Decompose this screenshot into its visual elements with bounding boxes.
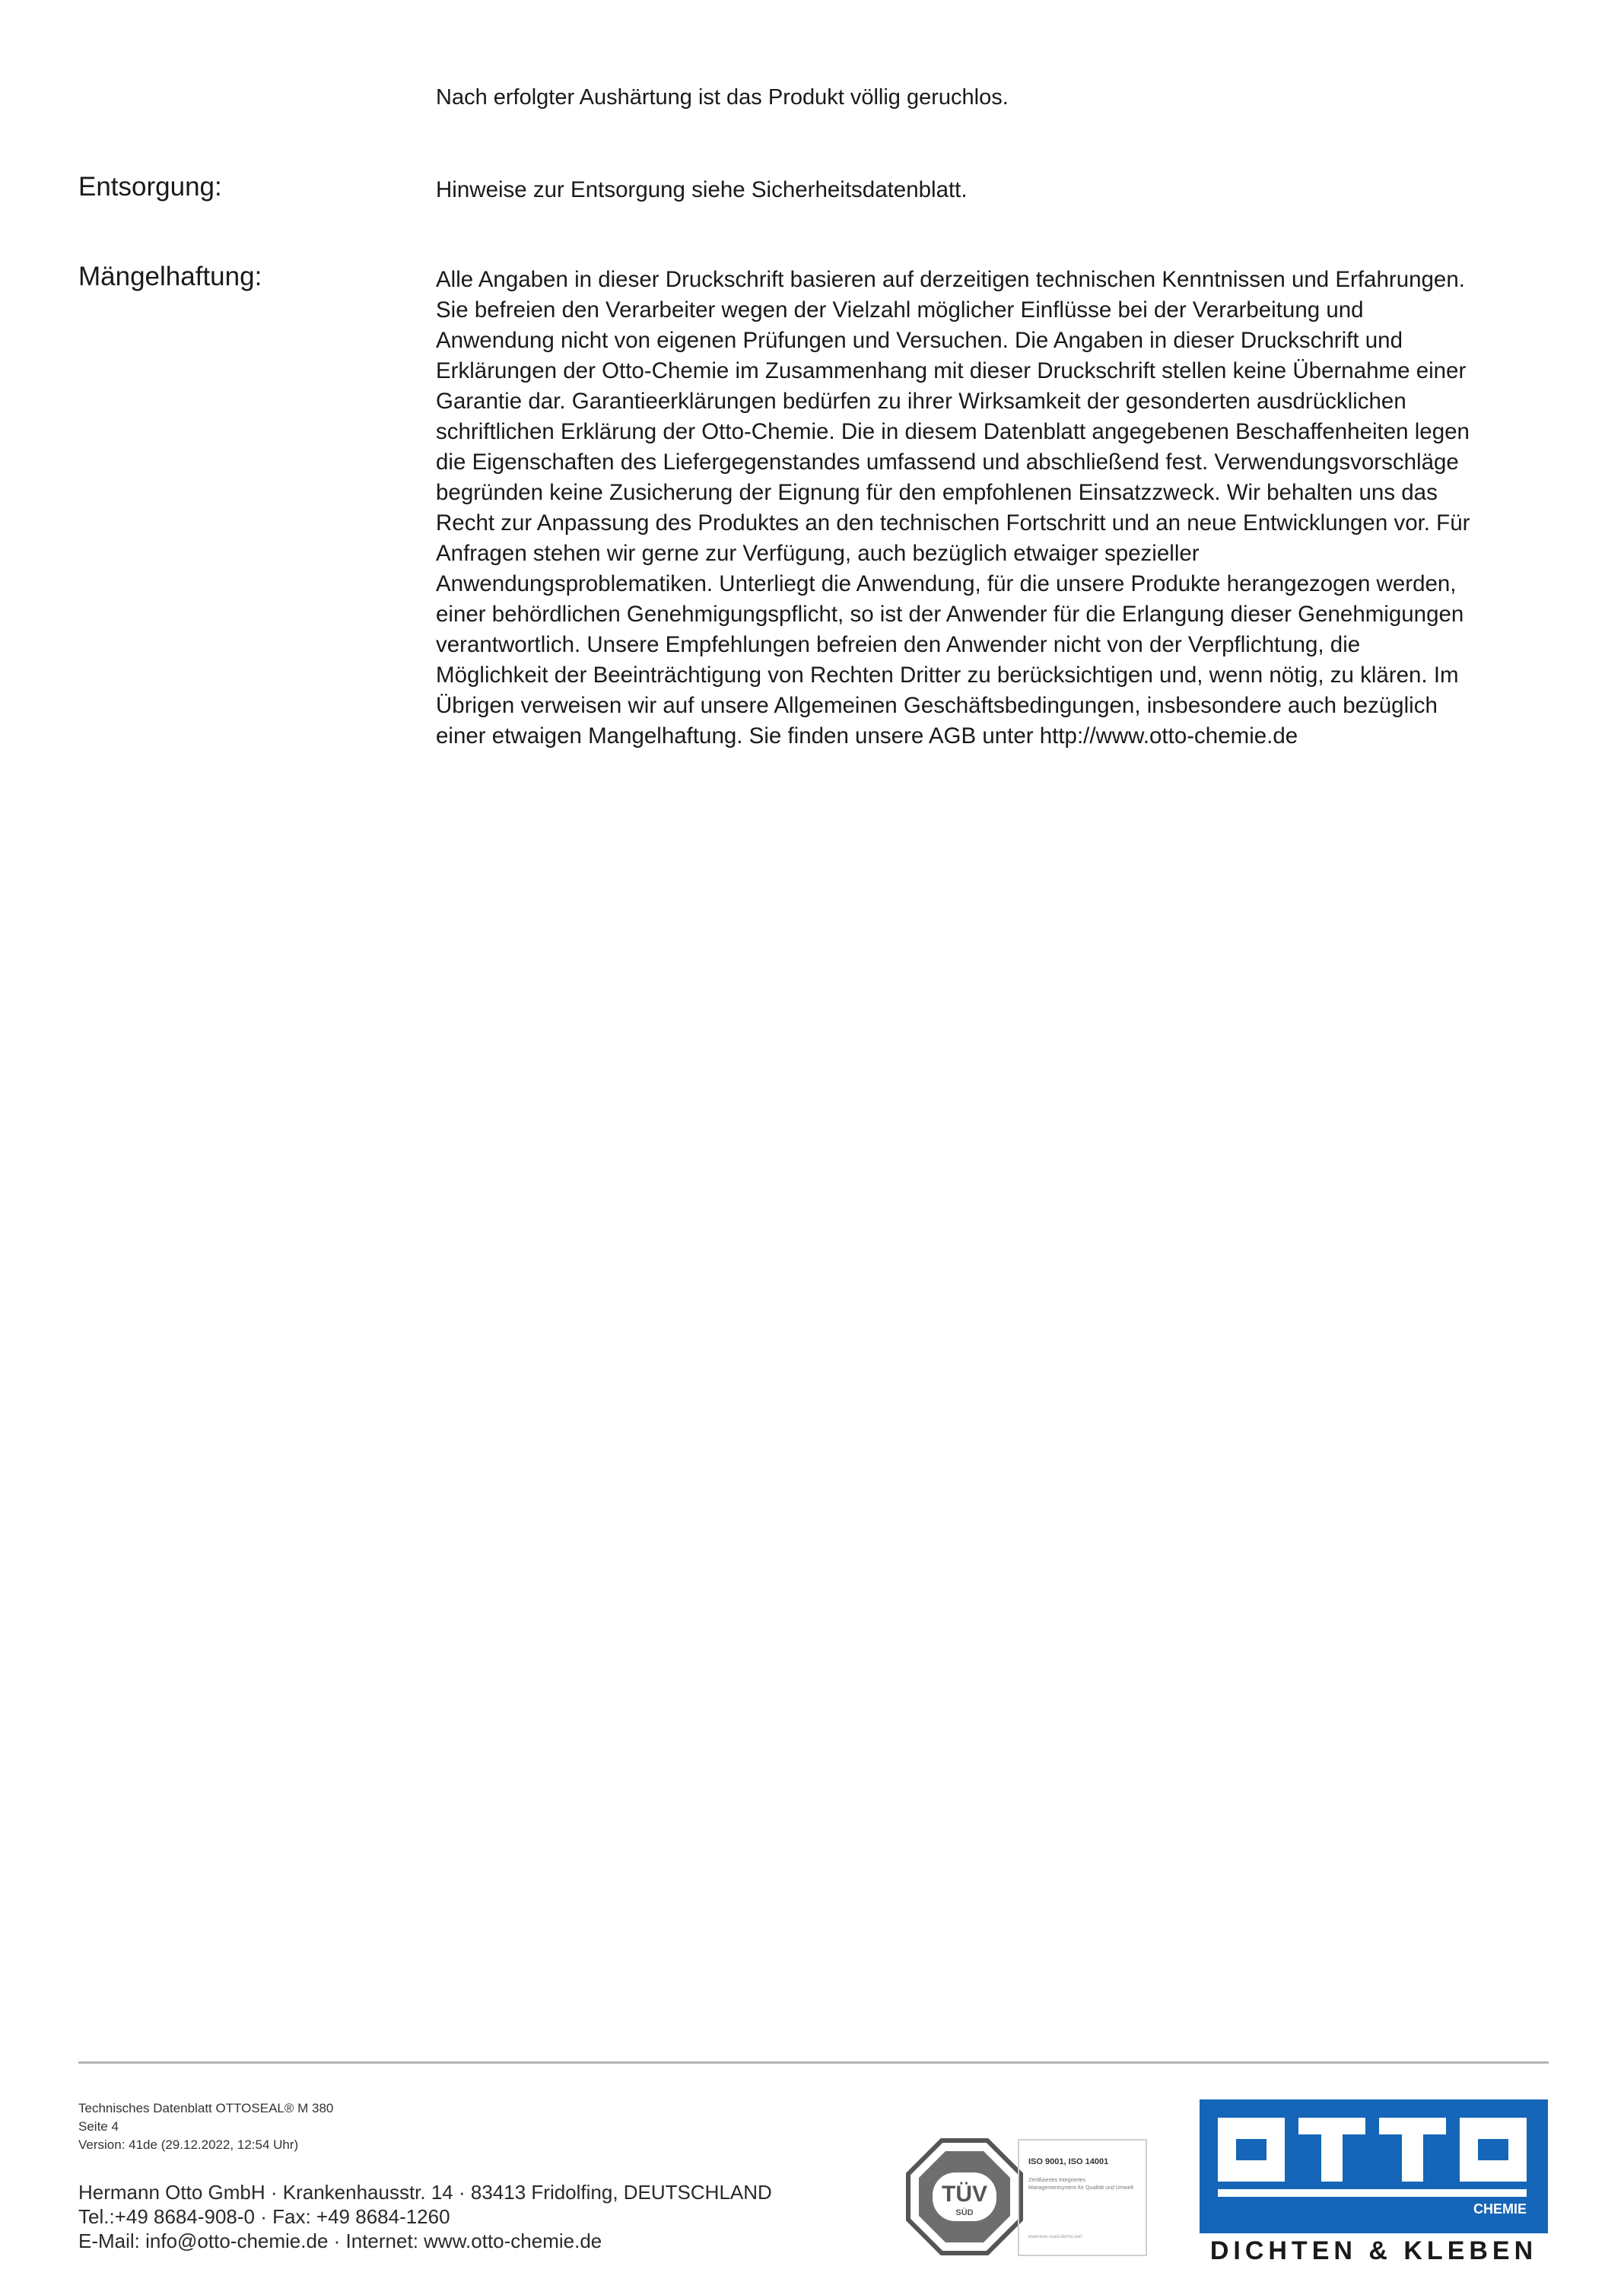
text-line: begründen keine Zusicherung der Eignung für den empfohlenen Einsatzzweck. Wir behalten uns das xyxy=(436,480,1438,505)
text-line: einer etwaigen Mangelhaftung. Sie finden unsere AGB unter http://www.otto-chemie.de xyxy=(436,723,1298,748)
company-address: Hermann Otto GmbH · Krankenhausstr. 14 · 83413 Fridolfing, DEUTSCHLAND xyxy=(78,2181,772,2204)
iso-standards: ISO 9001, ISO 14001 xyxy=(1028,2157,1109,2166)
section-text xyxy=(436,265,1592,752)
text-line: einer behördlichen Genehmigungspflicht, so ist der Anwender für die Erlangung dieser Genehmigungen xyxy=(436,602,1464,627)
certificate-description: Zertifiziertes Integriertes Managementsystem für Qualität und Umwelt xyxy=(1028,2178,1134,2191)
certificate-badge xyxy=(904,2136,1147,2258)
text-line: Übrigen verweisen wir auf unsere Allgemeinen Geschäftsbedingungen, insbesondere auch bezüglich xyxy=(436,693,1438,718)
text-line: Anfragen stehen wir gerne zur Verfügung, auch bezüglich etwaiger spezieller xyxy=(436,541,1200,566)
certificate-url: www.tuev-sued.de/ms-zert xyxy=(1028,2235,1082,2239)
company-email: E-Mail: info@otto-chemie.de · Internet: www.otto-chemie.de xyxy=(78,2230,602,2252)
text-line: die Eigenschaften des Liefergegenstandes umfassend und abschließend fest. Verwendungsvorschläge xyxy=(436,450,1459,475)
otto-logo xyxy=(1200,2099,1548,2233)
seal-subtext: SÜD xyxy=(955,2208,974,2217)
document-meta xyxy=(78,2099,333,2154)
tuv-seal-icon xyxy=(904,2136,1025,2258)
section-label: Entsorgung: xyxy=(78,172,222,202)
meta-line: Version: 41de (29.12.2022, 12:54 Uhr) xyxy=(78,2137,299,2152)
text-line: Anwendungsproblematiken. Unterliegt die Anwendung, für die unsere Produkte herangezogen werden, xyxy=(436,571,1457,596)
section-label: Mängelhaftung: xyxy=(78,262,262,291)
footer-divider xyxy=(78,2061,1549,2064)
text-line: Garantie dar. Garantieerklärungen bedürfen zu ihrer Wirksamkeit der gesonderten ausdrücklichen xyxy=(436,389,1406,414)
meta-line: Technisches Datenblatt OTTOSEAL® M 380 xyxy=(78,2101,334,2115)
lead-text: Nach erfolgter Aushärtung ist das Produkt völlig geruchlos. xyxy=(436,85,1009,110)
section-text: Hinweise zur Entsorgung siehe Sicherheitsdatenblatt. xyxy=(436,177,968,202)
text-line: Möglichkeit der Beeinträchtigung von Rechten Dritter zu berücksichtigen und, wenn nötig, zu klären. Im xyxy=(436,663,1459,688)
brand-tagline: DICHTEN & KLEBEN xyxy=(1209,2236,1538,2265)
logo-subtext: CHEMIE xyxy=(1473,2201,1527,2217)
text-line: Sie befreien den Verarbeiter wegen der Vielzahl möglicher Einflüsse bei der Verarbeitung und xyxy=(436,297,1364,323)
text-line: Recht zur Anpassung des Produktes an den technischen Fortschritt und an neue Entwicklungen vor. Für xyxy=(436,510,1470,536)
company-phone: Tel.:+49 8684-908-0 · Fax: +49 8684-1260 xyxy=(78,2205,450,2228)
text-line: schriftlichen Erklärung der Otto-Chemie. Die in diesem Datenblatt angegebenen Beschaffenheiten legen xyxy=(436,419,1470,444)
text-line: Alle Angaben in dieser Druckschrift basieren auf derzeitigen technischen Kenntnissen und Erfahrungen. xyxy=(436,267,1465,292)
text-line: Erklärungen der Otto-Chemie im Zusammenhang mit dieser Druckschrift stellen keine Übernahme einer xyxy=(436,358,1467,383)
otto-logo-icon xyxy=(1200,2099,1548,2233)
company-contact xyxy=(78,2180,772,2253)
text-line: Anwendung nicht von eigenen Prüfungen und Versuchen. Die Angaben in dieser Druckschrift und xyxy=(436,328,1403,353)
text-line: verantwortlich. Unsere Empfehlungen befreien den Anwender nicht von der Verpflichtung, die xyxy=(436,632,1361,657)
seal-text: TÜV xyxy=(942,2182,987,2207)
meta-line: Seite 4 xyxy=(78,2119,119,2134)
